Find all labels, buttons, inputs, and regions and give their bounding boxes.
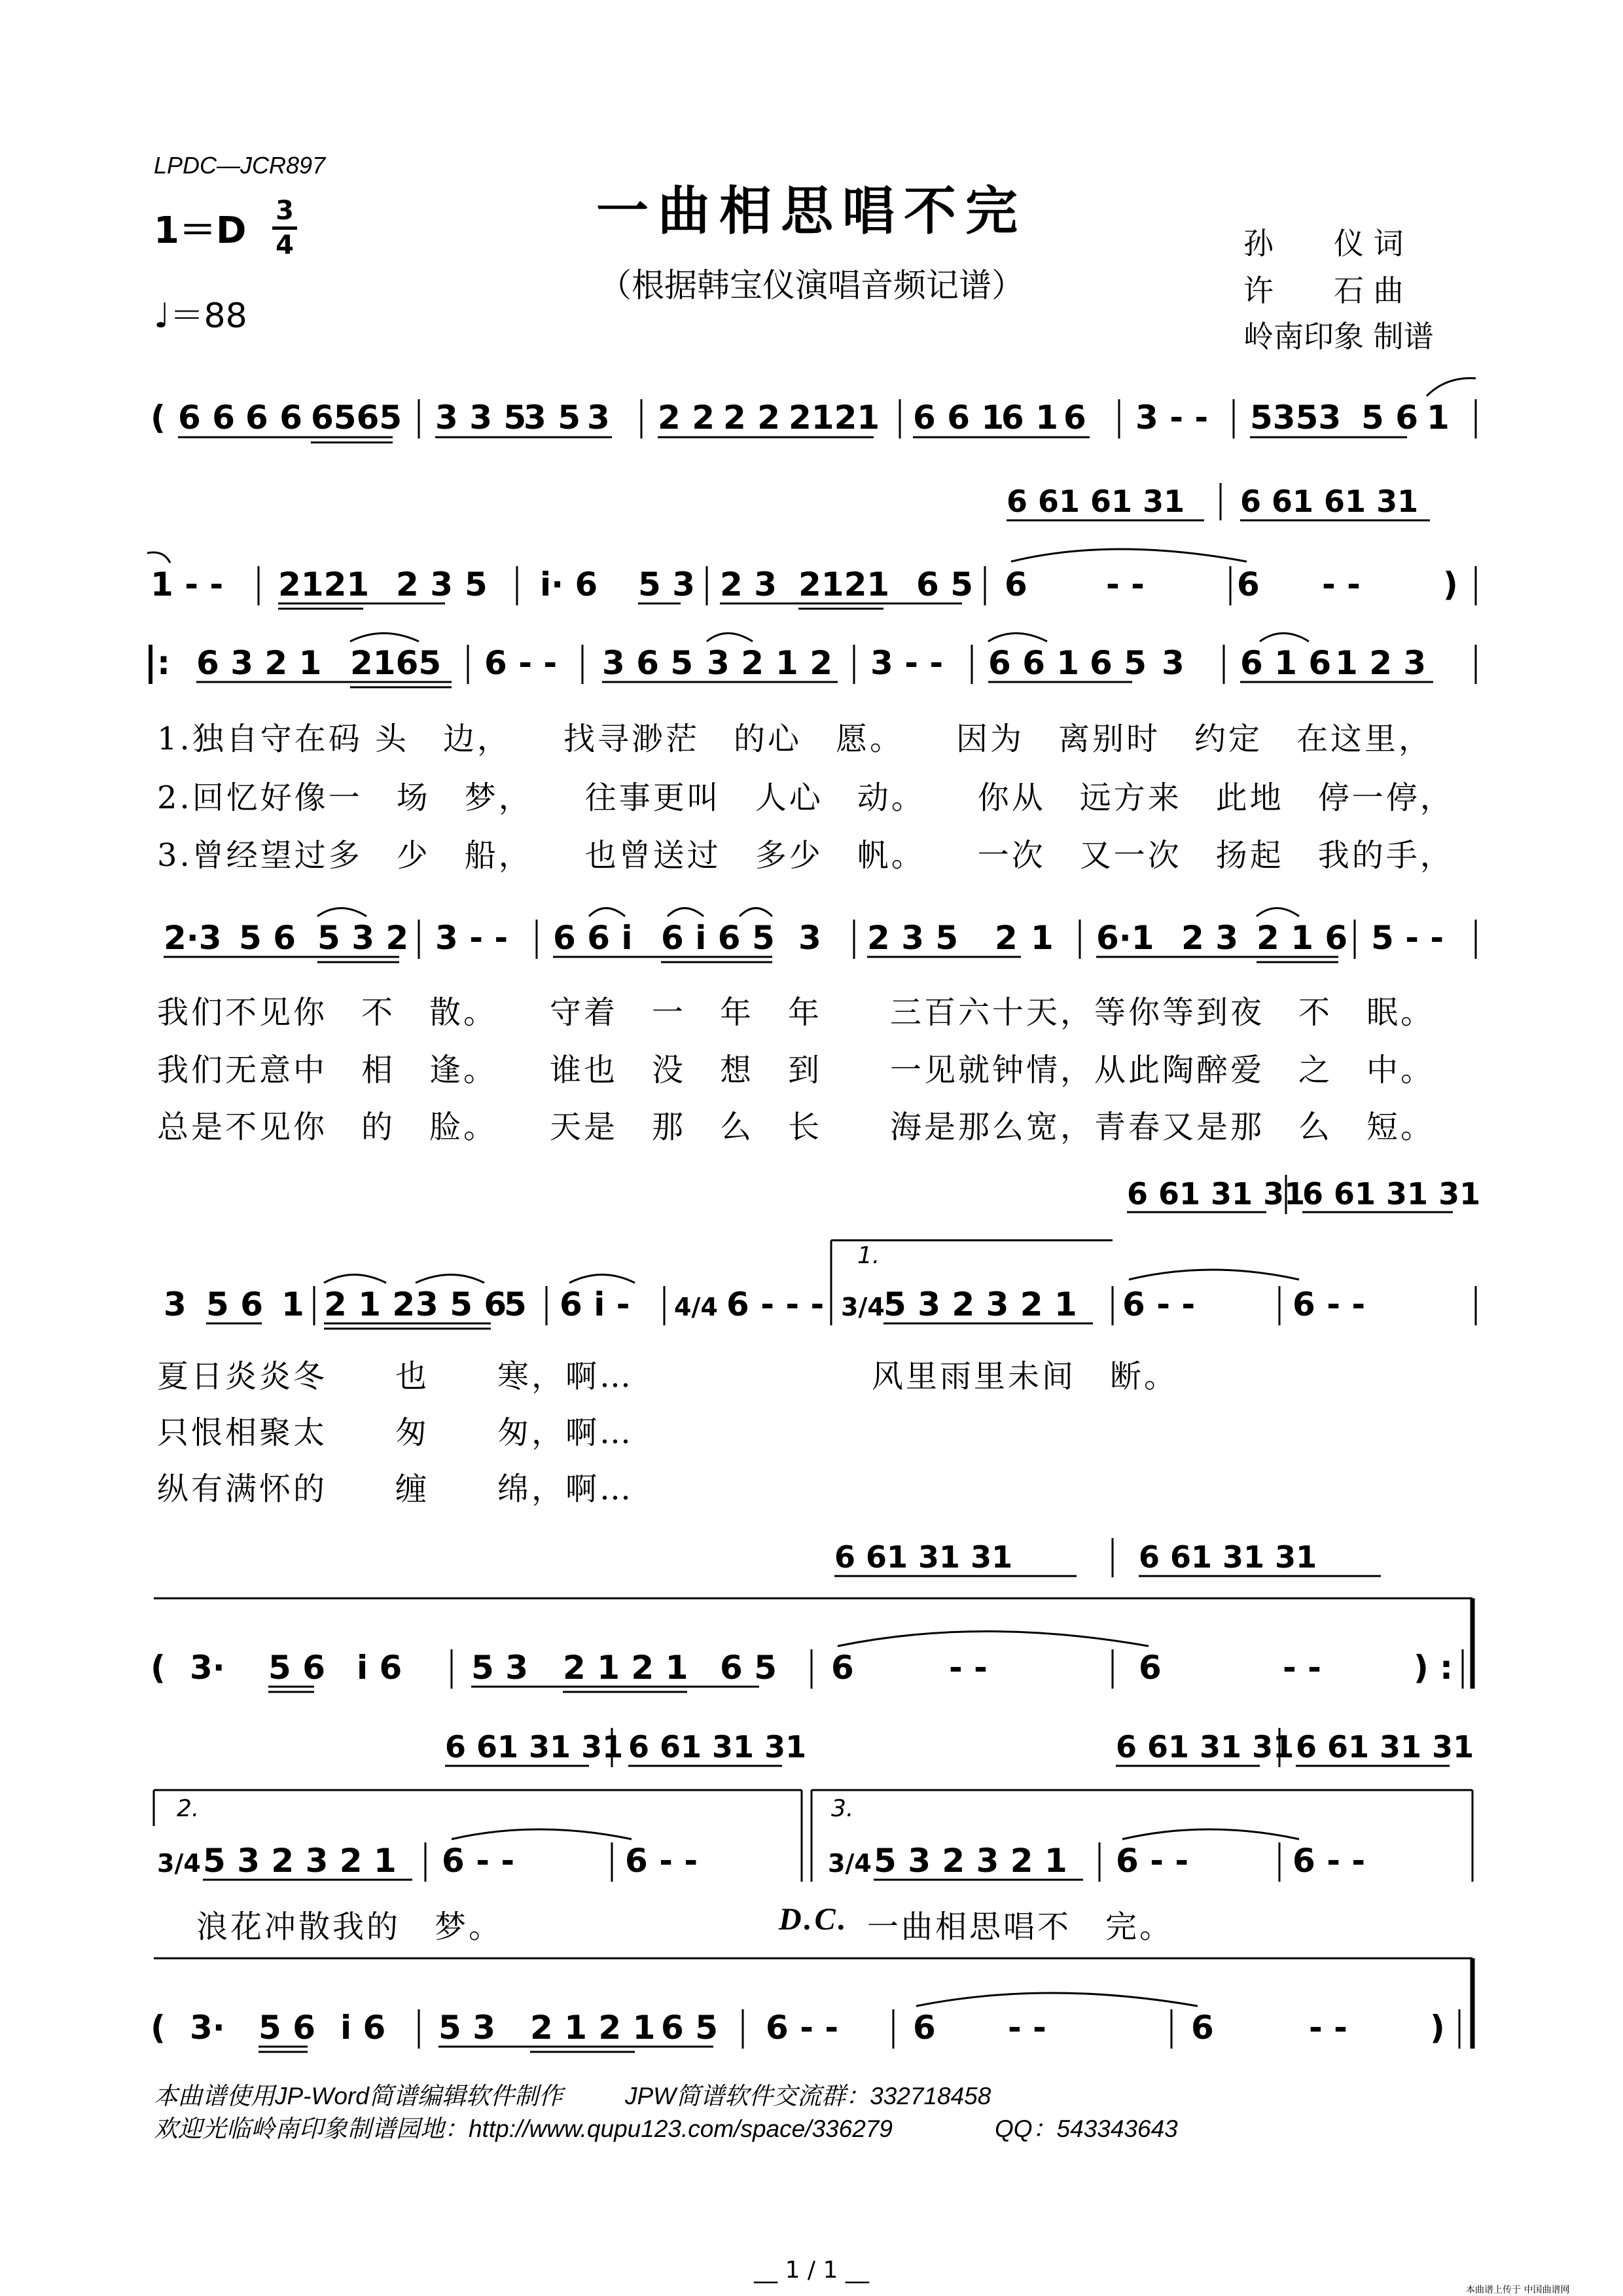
note: 6 5: [916, 565, 973, 603]
note: 6565: [311, 399, 402, 437]
lyricist-credit: 孙 仪 词: [1243, 226, 1404, 261]
note: 5 3 2 3 2 1: [203, 1842, 397, 1880]
note: 2 1 6: [1257, 919, 1348, 957]
counter-notes: 6 61 31 31: [1302, 1176, 1481, 1211]
note: 2121: [798, 565, 890, 603]
note: 3 2: [707, 644, 764, 682]
note: 3·: [190, 2009, 225, 2047]
note: 2165: [350, 644, 442, 682]
lyric-verse1-line2: 我们不见你 不 散。 守着 一 年 年 三百六十天，等你等到夜 不 眠。: [157, 994, 1435, 1031]
note: 2 2: [658, 399, 715, 437]
note: 5 3: [638, 565, 695, 603]
note: 3: [164, 1285, 187, 1323]
key-signature: 1＝D: [154, 209, 247, 252]
lyric-ending3: 一曲相思唱不 完。: [867, 1909, 1174, 1945]
note: 6: [1005, 565, 1027, 603]
note: 6 5: [720, 1649, 777, 1687]
lyric-verse2-line2: 我们无意中 相 逢。 谁也 没 想 到 一见就钟情，从此陶醉爱 之 中。: [157, 1052, 1435, 1088]
note: (: [151, 399, 166, 437]
song-title: 一曲相思唱不完: [596, 180, 1027, 242]
note: 2 3 5: [867, 919, 959, 957]
note: 5 6: [1361, 399, 1418, 437]
time-top: 3: [276, 196, 294, 226]
note: 3: [798, 919, 821, 957]
note: 5 3: [438, 2009, 495, 2047]
note: 6 - -: [1293, 1285, 1366, 1323]
note: 6·1: [1096, 919, 1154, 957]
note: 1 2: [776, 644, 832, 682]
arranger-credit: 岭南印象 制谱: [1243, 319, 1434, 354]
note: 1: [1031, 919, 1054, 957]
note: 6 - -: [484, 644, 558, 682]
note: 2 2: [723, 399, 780, 437]
counter-notes: 6 61 31 31: [628, 1729, 807, 1765]
system-6: [151, 1598, 1472, 1692]
counter-notes: 6 61 31 31: [834, 1539, 1013, 1575]
note: ): [1443, 565, 1458, 603]
note: 6 i -: [560, 1285, 630, 1323]
lyric-verse1-line3: 夏日炎炎冬 也 寒，啊… 风里雨里未间 断。: [157, 1358, 1179, 1395]
note: 3: [587, 399, 610, 437]
note: - -: [949, 1649, 988, 1687]
tempo-value: ＝88: [169, 296, 247, 336]
note: 6 3 2 1: [196, 644, 322, 682]
quarter-note-icon: ♩: [154, 296, 170, 336]
volta-label: 2.: [177, 1795, 200, 1822]
note: 3 5 6: [416, 1285, 507, 1323]
note: 6 - -: [1116, 1842, 1189, 1880]
dc-marking: D.C.: [779, 1902, 849, 1937]
note: 6: [1191, 2009, 1214, 2047]
note: - -: [1322, 565, 1361, 603]
time-bottom: 4: [276, 230, 294, 260]
note: 3: [1162, 644, 1185, 682]
note: 6 6: [178, 399, 235, 437]
time-change: 3/4: [157, 1849, 201, 1878]
counter-notes: 6 61 31 31: [1127, 1176, 1306, 1211]
note: 3 5: [524, 399, 580, 437]
lyric-ending2: 浪花冲散我的 梦。: [196, 1909, 503, 1945]
note: - -: [1106, 565, 1145, 603]
composer-credit: 许 石 曲: [1243, 273, 1404, 308]
system-8: [151, 1958, 1472, 2052]
note: 3·: [190, 1649, 225, 1687]
system-5: [164, 1240, 1476, 1329]
note: 2121: [278, 565, 370, 603]
note: 5: [504, 1285, 527, 1323]
note: i 6: [357, 1649, 402, 1687]
counter-notes: 6 61 61 31: [1007, 484, 1185, 519]
lyric-verse3-line2: 总是不见你 的 脸。 天是 那 么 长 海是那么宽，青春又是那 么 短。: [157, 1109, 1435, 1145]
note: 2121: [789, 399, 880, 437]
note: 6 6 1: [913, 399, 1005, 437]
note: - -: [1008, 2009, 1046, 2047]
system-7-counter: [445, 1728, 1474, 1767]
counter-notes: 6 61 31 31: [445, 1729, 624, 1765]
note: i· 6: [540, 565, 598, 603]
system-4: [164, 908, 1476, 963]
footer-qq: QQ：543343643: [995, 2115, 1178, 2142]
counter-notes: 6 61 61 31: [1240, 484, 1419, 519]
upload-stamp: 本曲谱上传于 中国曲谱网: [1466, 2285, 1570, 2295]
note: 5 3 2 3 2 1: [883, 1285, 1077, 1323]
note: 6 6 1: [988, 644, 1080, 682]
note: 2 3: [1181, 919, 1238, 957]
note: - -: [1283, 1649, 1321, 1687]
note: 5 6: [268, 1649, 325, 1687]
lyric-verse1-line1: 1.独自守在码 头 边， 找寻渺茫 的心 愿。 因为 离别时 约定 在这里，: [157, 721, 1433, 757]
note: 6 - -: [442, 1842, 515, 1880]
note: 2 3: [720, 565, 777, 603]
note: 2 1 2 1: [563, 1649, 688, 1687]
note: 6 - -: [1122, 1285, 1196, 1323]
note: 1: [281, 1285, 304, 1323]
score-code: LPDC—JCR897: [154, 152, 326, 179]
note: 6 - -: [1293, 1842, 1366, 1880]
note: 5353: [1250, 399, 1342, 437]
note: ): [1414, 1649, 1429, 1687]
note: 3 6 5: [602, 644, 694, 682]
note: ): [1430, 2009, 1445, 2047]
volta-label: 3.: [831, 1795, 854, 1822]
note: 5 6: [259, 2009, 315, 2047]
note: 2 3: [396, 565, 453, 603]
note: 2 1 2: [324, 1285, 416, 1323]
system-1-counter: [1007, 483, 1430, 520]
note: 3 - -: [435, 919, 508, 957]
note: 6: [1063, 399, 1086, 437]
note: i 6: [340, 2009, 386, 2047]
system-6-counter: [834, 1538, 1381, 1577]
system-3: [151, 634, 1476, 688]
note: 2 1 2 1: [530, 2009, 656, 2047]
note: 6: [1139, 1649, 1162, 1687]
system-7: [154, 1790, 1472, 1882]
note: 6 1 6: [1240, 644, 1332, 682]
note: 3 3 5: [435, 399, 527, 437]
volta-label: 1.: [857, 1242, 880, 1269]
note: 5: [465, 565, 488, 603]
system-1: [151, 378, 1476, 442]
repeat-sign: :: [157, 644, 170, 682]
time-change: 3/4: [828, 1849, 872, 1878]
note: 3 - -: [1135, 399, 1209, 437]
system-5-counter: [1127, 1175, 1480, 1214]
note: 5 - -: [1371, 919, 1444, 957]
note: - -: [1309, 2009, 1347, 2047]
system-2: [147, 549, 1476, 609]
footer-website[interactable]: 欢迎光临岭南印象制谱园地：http://www.qupu123.com/space/336279: [154, 2115, 893, 2142]
footer-group: JPW简谱软件交流群：332718458: [625, 2083, 991, 2109]
song-subtitle: （根据韩宝仪演唱音频记谱）: [599, 266, 1024, 304]
note: 6 i 6 5: [661, 919, 775, 957]
note: 6 6: [245, 399, 302, 437]
note: 6: [913, 2009, 936, 2047]
note: 1 2 3: [1335, 644, 1427, 682]
note: 5 6: [206, 1285, 263, 1323]
note: 6 1: [1001, 399, 1058, 437]
footer-software: 本曲谱使用JP-Word简谱编辑软件制作: [154, 2083, 563, 2109]
note: 5 6: [239, 919, 296, 957]
note: 6 - - -: [726, 1285, 825, 1323]
time-change: 3/4: [841, 1293, 885, 1321]
note: 3 - -: [870, 644, 944, 682]
note: 5 3 2 3 2 1: [874, 1842, 1067, 1880]
note: 2·3: [164, 919, 222, 957]
counter-notes: 6 61 31 31: [1296, 1729, 1474, 1765]
note: 6 5: [1090, 644, 1147, 682]
note: 6: [1237, 565, 1260, 603]
note: (: [151, 1649, 166, 1687]
note: 1: [1427, 399, 1450, 437]
note: 1 - -: [151, 565, 224, 603]
time-change: 4/4: [674, 1293, 718, 1321]
lyric-verse2-line3: 只恨相聚太 匆 匆，啊…: [157, 1414, 634, 1451]
note: 5 3 2: [317, 919, 409, 957]
note: 6: [831, 1649, 854, 1687]
lyric-verse3-line3: 纵有满怀的 缠 绵，啊…: [157, 1471, 634, 1507]
note: 5 3: [471, 1649, 528, 1687]
note: 6 - -: [625, 1842, 698, 1880]
lyric-verse2-line1: 2.回忆好像一 场 梦， 往事更叫 人心 动。 你从 远方来 此地 停一停，: [157, 780, 1454, 816]
counter-notes: 6 61 31 31: [1116, 1729, 1294, 1765]
note: 6 5: [661, 2009, 718, 2047]
note: (: [151, 2009, 166, 2047]
counter-notes: 6 61 31 31: [1139, 1539, 1317, 1575]
note: 2: [995, 919, 1018, 957]
repeat-sign: :: [1440, 1649, 1453, 1687]
note: 6 6 i: [553, 919, 633, 957]
note: 6 - -: [766, 2009, 839, 2047]
page-number: __ 1 / 1 __: [754, 2257, 869, 2284]
lyric-verse3-line1: 3.曾经望过多 少 船， 也曾送过 多少 帆。 一次 又一次 扬起 我的手，: [157, 837, 1454, 874]
